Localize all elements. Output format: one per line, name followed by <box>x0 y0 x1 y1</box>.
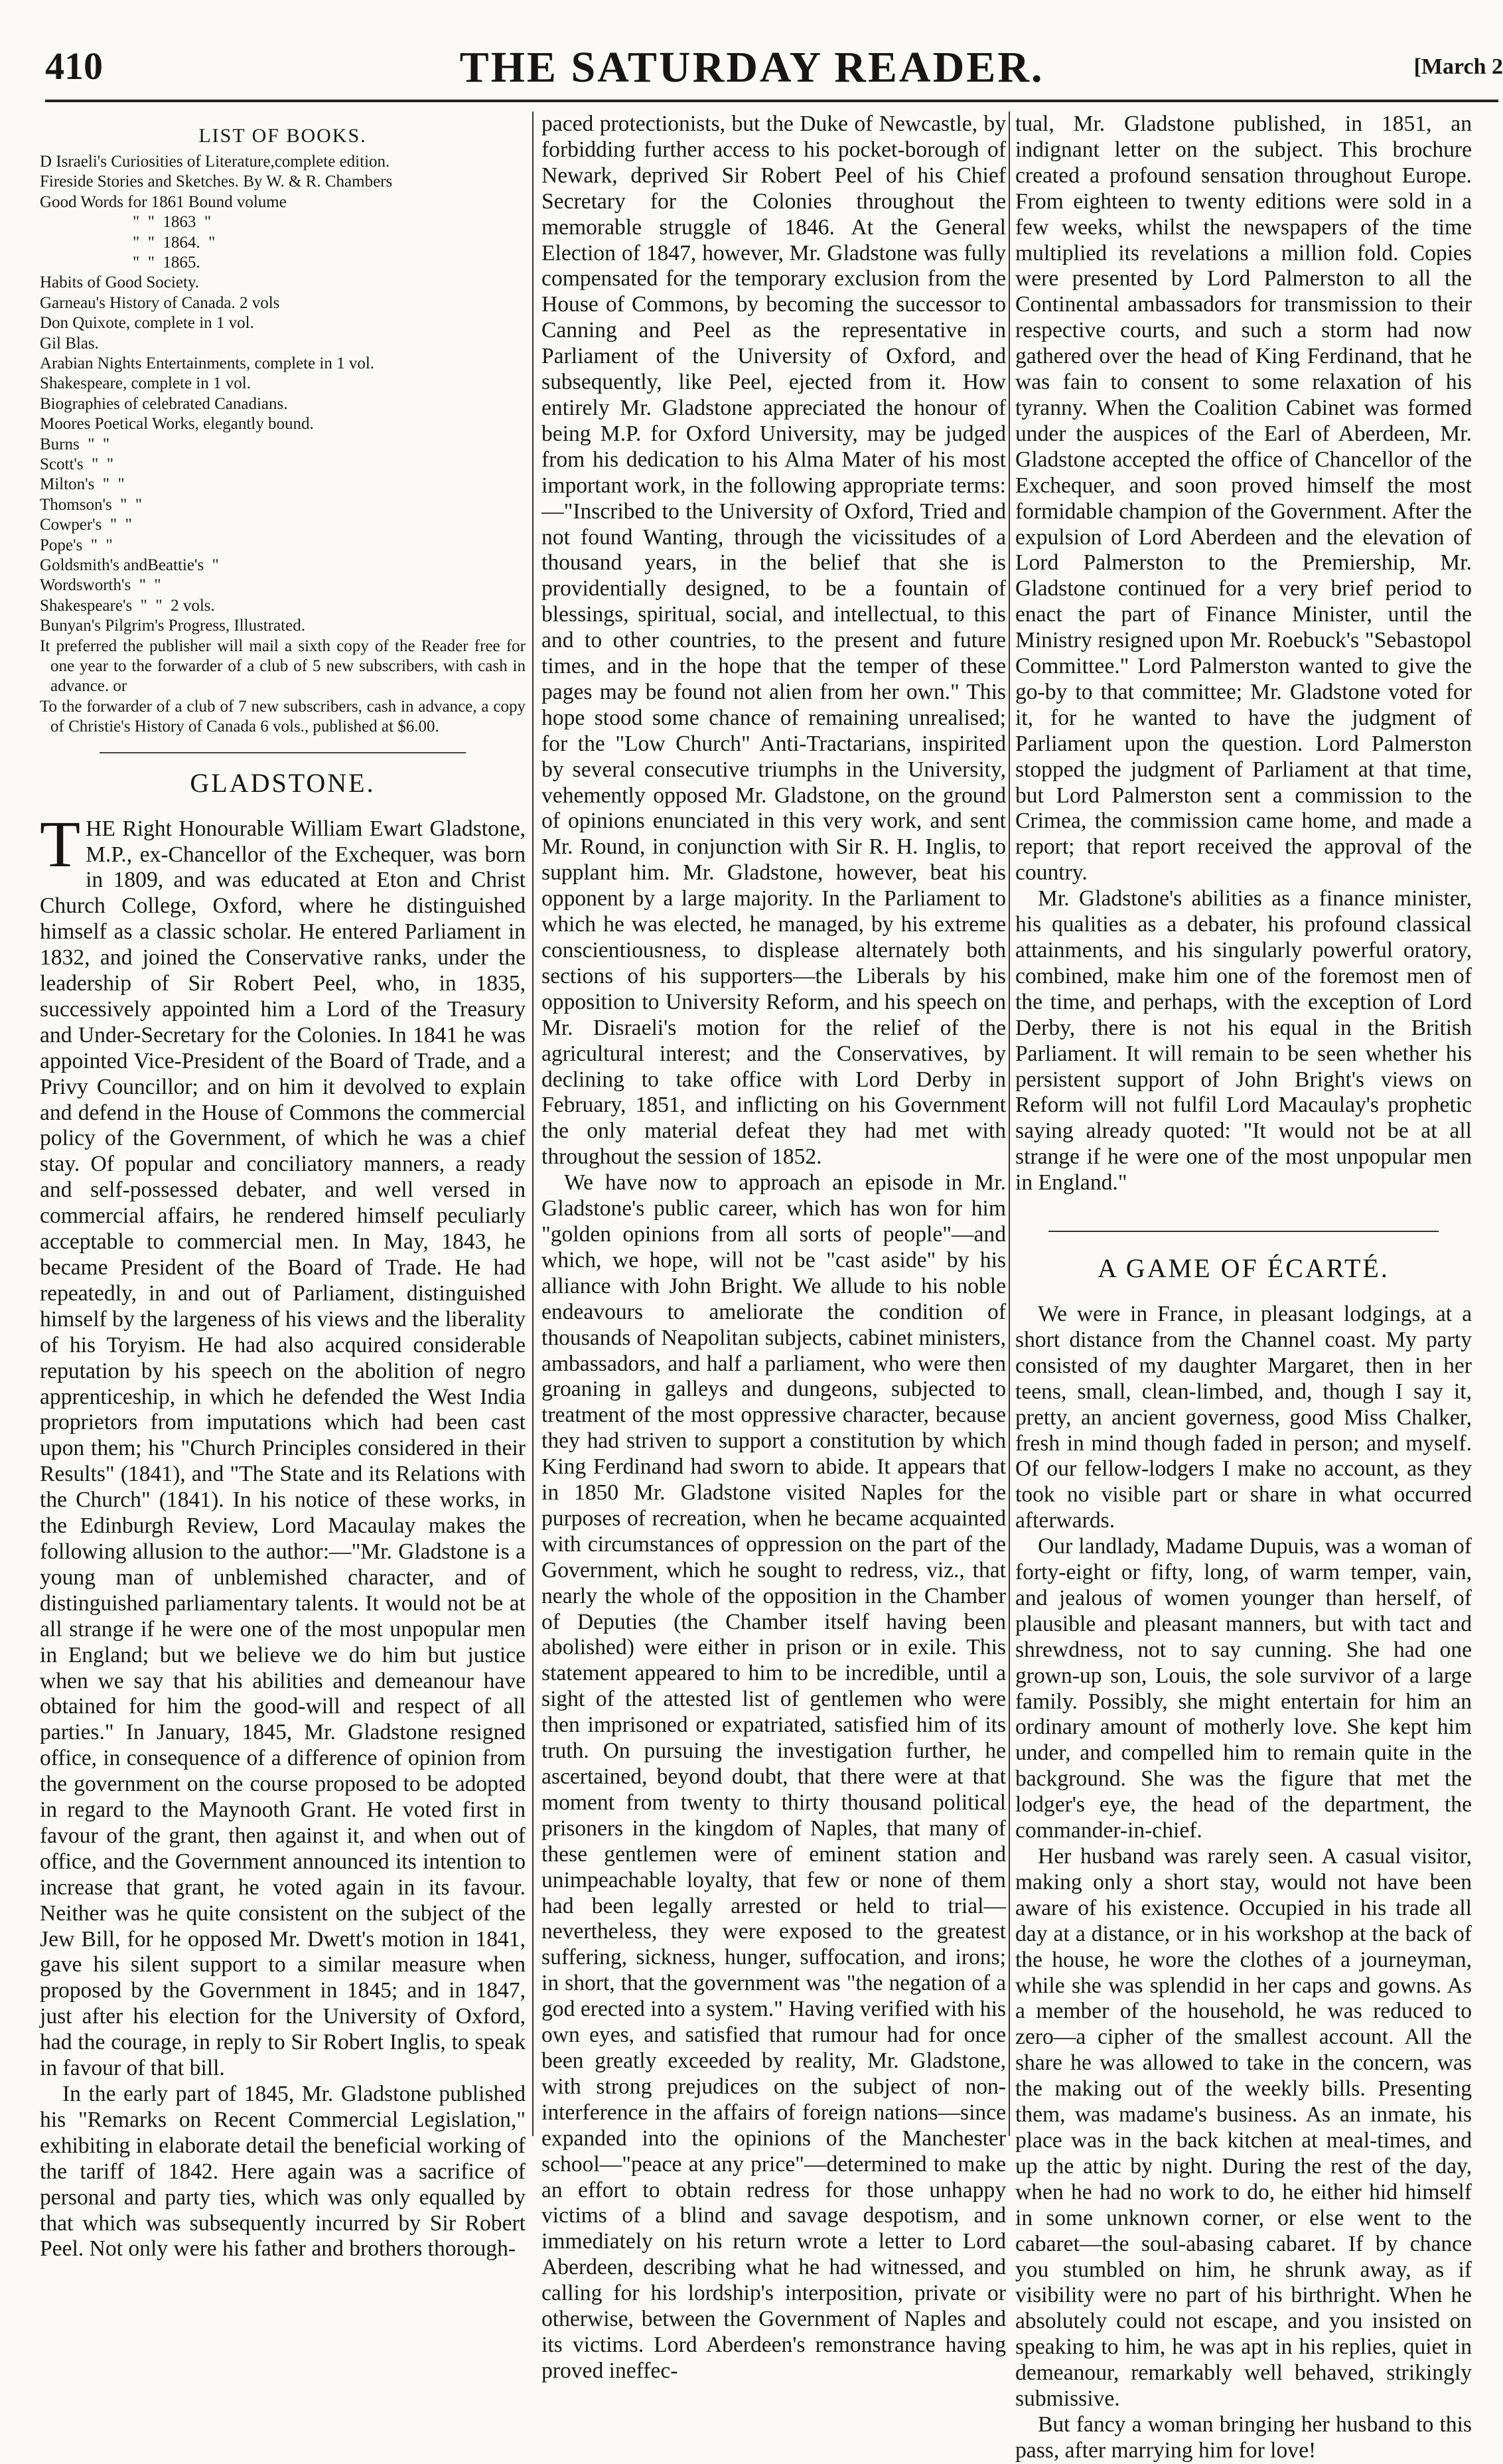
book-item: Goldsmith's andBeattie's " <box>40 556 219 575</box>
book-list <box>40 152 526 737</box>
book-item: " " 1863 " <box>133 213 212 232</box>
article-paragraph: Mr. Gladstone's abilities as a finance minister, his qualities as a debater, his profound classical attainments, and his singularly powerful oratory, combined, make him one of the foremost men of the time, and perhaps, with the exception of Lord Derby, there is not his equal in the British Parliament. It will remain to be seen whether his persistent support of John Bright's views on Reform will not fulfil Lord Macaulay's prophetic saying already quoted: "It would not be at all strange if he were one of the most unpopular men in England." <box>1015 886 1472 1195</box>
drop-cap: T <box>40 807 81 881</box>
article-title-ecarte: A GAME OF ÉCARTÉ. <box>1098 1253 1390 1284</box>
book-item: Thomson's " " <box>40 495 143 514</box>
column-2 <box>541 112 1006 2383</box>
book-item: Wordsworth's " " <box>40 576 161 595</box>
book-item: Moores Poetical Works, elegantly bound. <box>40 415 314 433</box>
masthead-title: THE SATURDAY READER. <box>459 43 1044 92</box>
column-rule <box>532 112 534 2136</box>
column-1 <box>40 112 526 2262</box>
book-list-title: LIST OF BOOKS. <box>198 125 367 147</box>
book-item: " " 1865. <box>133 253 200 271</box>
subscription-note: It preferred the publisher will mail a sixth copy of the Reader free for one year to the forwarder of a club of 5 new subscribers, with cash in advance. or <box>40 637 526 696</box>
article-paragraph: tual, Mr. Gladstone published, in 1851, an indignant letter on the subject. This brochure created a profound sensation throughout Europe. From eighteen to twenty editions were sold in a few weeks, whilst the newspapers of the time multiplied its revelations a million fold. Copies were presented by Lord Palmerston to all the Continental ambassadors for transmission to their respective courts, and such a storm had now gathered over the head of King Ferdinand, that he was fain to consent to some relaxation of his tyranny. When the Coalition Cabinet was formed under the auspices of the Earl of Aberdeen, Mr. Gladstone accepted the office of Chancellor of the Exchequer, and soon proved himself the most formidable champion of the Government. After the expulsion of Lord Aberdeen and the elevation of Lord Palmerston to the Premiership, Mr. Gladstone continued for a very brief period to enact the part of Finance Minister, until the Ministry resigned upon Mr. Roebuck's "Sebastopol Committee." Lord Palmerston wanted to give the go-by to that committee; Mr. Gladstone voted for it, for he wanted to have the judgment of Parliament upon the question. Lord Palmerston stopped the judgment of Parliament at that time, but Lord Palmerston sent a commission to the Crimea, the commission came home, and made a report; that report received the approval of the country. <box>1015 112 1472 886</box>
book-item: Habits of Good Society. <box>40 273 200 292</box>
article-paragraph: In the early part of 1845, Mr. Gladstone published his "Remarks on Recent Commercial Legislation," exhibiting in elaborate detail the beneficial working of the tariff of 1842. Here again was a sacrifice of personal and party ties, which was only equalled by that which was subsequently incurred by Sir Robert Peel. Not only were his father and brothers thorough- <box>40 2082 526 2262</box>
article-title-gladstone: GLADSTONE. <box>190 767 376 798</box>
book-item: Don Quixote, complete in 1 vol. <box>40 314 254 333</box>
article-paragraph: We were in France, in pleasant lodgings, at a short distance from the Channel coast. My party consisted of my daughter Margaret, then in her teens, small, clean-limbed, and, though I say it, pretty, an ancient governess, good Miss Chalker, fresh in mind though faded in person; and myself. Of our fellow-lodgers I make no account, as they took no visible part or share in what occurred afterwards. <box>1015 1301 1472 1533</box>
section-rule <box>1048 1231 1439 1232</box>
book-item: " " 1864. " <box>133 233 216 252</box>
book-item: Arabian Nights Entertainments, complete in 1 vol. <box>40 354 375 372</box>
issue-date: [March 2 <box>1413 54 1503 79</box>
book-item: Bunyan's Pilgrim's Progress, Illustrated. <box>40 617 305 635</box>
column-rule <box>1009 112 1010 2136</box>
subscription-note: To the forwarder of a club of 7 new subscribers, cash in advance, a copy of Christie's History of Canada 6 vols., published at $6.00. <box>40 697 526 736</box>
article-paragraph <box>40 807 526 2082</box>
book-item: Shakespeare, complete in 1 vol. <box>40 374 251 393</box>
article-paragraph: But fancy a woman bringing her husband to this pass, after marrying him for love! <box>1015 2412 1472 2463</box>
book-item: Good Words for 1861 Bound volume <box>40 193 287 211</box>
book-item: Milton's " " <box>40 475 125 494</box>
book-item: Biographies of celebrated Canadians. <box>40 394 288 413</box>
article-paragraph: Our landlady, Madame Dupuis, was a woman of forty-eight or fifty, long, of warm temper, vain, and jealous of women younger than herself, of plausible and pleasant manners, but with tact and shrewdness, not to say cunning. She had one grown-up son, Louis, the sole survivor of a large family. Possibly, she might entertain for him an ordinary amount of motherly love. She kept him under, and compelled him to remain quite in the background. She was the figure that met the lodger's eye, the head of the department, the commander-in-chief. <box>1015 1534 1472 1843</box>
book-item: Pope's " " <box>40 536 113 554</box>
page-header <box>45 32 1503 92</box>
book-item: D Israeli's Curiosities of Literature,complete edition. <box>40 152 390 171</box>
page-number: 410 <box>45 44 103 88</box>
article-paragraph: We have now to approach an episode in Mr. Gladstone's public career, which has won for him "golden opinions from all sorts of people"—and which, we hope, will not be "cast aside" by his alliance with John Bright. We allude to his noble endeavours to ameliorate the condition of thousands of Neapolitan subjects, cabinet ministers, ambassadors, and half a parliament, who were then groaning in galleys and dungeons, subjected to treatment of the most oppressive character, because they had striven to support a constitution by which King Ferdinand had sworn to abide. It appears that in 1850 Mr. Gladstone visited Naples for the purposes of recreation, when he became acquainted with circumstances of oppression on the part of the Government, which he sought to redress, viz., that nearly the whole of the opposition in the Chamber of Deputies (the Chamber itself having been abolished) were either in prison or in exile. This statement appeared to him to be incredible, until a sight of the attested list of gentlemen who were then imprisoned or expatriated, satisfied him of its truth. On pursuing the investigation further, he ascertained, beyond doubt, that there were at that moment from twenty to thirty thousand political prisoners in the kingdom of Naples, that many of these gentlemen were of eminent station and unimpeachable loyalty, that few or none of them had been legally arrested or held to trial—nevertheless, they were exposed to the greatest suffering, sickness, hunger, suffocation, and irons; in short, that the government was "the negation of a god erected into a system." Having verified with his own eyes, and satisfied that rumour had for once been greatly exceeded by reality, Mr. Gladstone, with strong prejudices on the subject of non-interference in the affairs of foreign nations—since expanded into the opinions of the Manchester school—"peace at any price"—determined to make an effort to obtain redress for those unhappy victims of a blind and savage despotism, and immediately on his return wrote a letter to Lord Aberdeen, describing what he had witnessed, and calling for his lordship's interposition, private or otherwise, between the Government of Naples and its victims. Lord Aberdeen's remonstrance having proved ineffec- <box>541 1170 1006 2383</box>
paragraph-text: HE Right Honourable William Ewart Gladstone, M.P., ex-Chancellor of the Exchequer, was born in 1809, and was educated at Eton and Christ Church College, Oxford, where he distinguished himself as a classic scholar. He entered Parliament in 1832, and joined the Conservative ranks, under the leadership of Sir Robert Peel, who, in 1835, successively appointed him a Lord of the Treasury and Under-Secretary for the Colonies. In 1841 he was appointed Vice-President of the Board of Trade, and a Privy Councillor; and on him it devolved to explain and defend in the House of Commons the commercial policy of the Government, of which he was a chief stay. Of popular and conciliatory manners, a ready and self-possessed debater, and well versed in commercial affairs, he rendered himself peculiarly acceptable to commercial men. In May, 1843, he became President of the Board of Trade. He had repeatedly, in and out of Parliament, distinguished himself by the largeness of his views and the liberality of his Toryism. He had also acquired considerable reputation by his speech on the abolition of negro apprenticeship, in which he defended the West India proprietors from imputations which had been cast upon them; his "Church Principles considered in their Results" (1841), and "The State and its Relations with the Church" (1841). In his notice of these works, in the Edinburgh Review, Lord Macaulay makes the following allusion to the author:—"Mr. Gladstone is a young man of unblemished character, and of distinguished parliamentary talents. It would not be at all strange if he were one of the most unpopular men in England; but we believe we do him but justice when we say that his abilities and demeanour have obtained for him the good-will and respect of all parties." In January, 1845, Mr. Gladstone resigned office, in consequence of a difference of opinion from the government on the course proposed to be adopted in regard to the Maynooth Grant. He voted first in favour of the grant, then against it, and when out of office, and the Government announced its intention to increase that grant, he voted again in its favour. Neither was he quite consistent on the subject of the Jew Bill, for he opposed Mr. Dwett's motion in 1841, gave his silent support to a similar measure when proposed by the Government in 1845; and in 1847, just after his election for the University of Oxford, had the courage, in reply to Sir Robert Inglis, to speak in favour of that bill. <box>40 816 526 2081</box>
book-item: Burns " " <box>40 435 110 453</box>
book-item: Shakespeare's " " 2 vols. <box>40 596 215 615</box>
article-paragraph: Her husband was rarely seen. A casual visitor, making only a short stay, would not have been aware of his existence. Occupied in his trade all day at a distance, or in his workshop at the back of the house, he wore the clothes of a journeyman, while she was splendid in her caps and gowns. As a member of the household, he was reduced to zero—a cipher of the smallest account. All the share he was allowed to take in the concern, was the making out of the weekly bills. Presenting them, was madame's business. As an inmate, his place was in the back kitchen at meal-times, and up the attic by night. During the rest of the day, when he had no work to do, he either hid himself in some unknown corner, or else went to the cabaret—the soul-abasing cabaret. If by chance you stumbled on him, he shrunk away, as if visibility were no part of his birthright. When he absolutely could not escape, and you insisted on speaking to him, he was apt in his replies, quiet in demeanour, remarkably well behaved, strikingly submissive. <box>1015 1844 1472 2412</box>
book-item: Fireside Stories and Sketches. By W. & R. Chambers <box>40 173 393 191</box>
book-item: Garneau's History of Canada. 2 vols <box>40 293 280 312</box>
section-rule <box>100 752 466 753</box>
column-3 <box>1015 112 1472 2463</box>
header-rule <box>45 100 1498 102</box>
book-item: Scott's " " <box>40 455 114 473</box>
book-item: Gil Blas. <box>40 334 99 352</box>
book-item: Cowper's " " <box>40 516 132 534</box>
article-paragraph: paced protectionists, but the Duke of Newcastle, by forbidding further access to his pocket-borough of Newark, deprived Sir Robert Peel of his Chief Secretary for the Colonies throughout the memorable struggle of 1846. At the General Election of 1847, however, Mr. Gladstone was fully compensated for the temporary exclusion from the House of Commons, by becoming the successor to Canning and Peel as the representative in Parliament of the University of Oxford, and subsequently, like Peel, ejected from it. How entirely Mr. Gladstone appreciated the honour of being M.P. for Oxford University, may be judged from his dedication to his Alma Mater of his most important work, in the following appropriate terms:—"Inscribed to the University of Oxford, Tried and not found Wanting, through the vicissitudes of a thousand years, in the belief that she is providentially designed, to be a fountain of blessings, spiritual, social, and intellectual, to this and to other countries, to the present and future times, and in the hope that the temper of these pages may be found not alien from her own." This hope stood some chance of remaining unrealised; for the "Low Church" Anti-Tractarians, inspirited by several consecutive triumphs in the University, vehemently opposed Mr. Gladstone, on the ground of opinions enunciated in this very work, and sent Mr. Round, in conjunction with Sir R. H. Inglis, to supplant him. Mr. Gladstone, however, beat his opponent by a large majority. In the Parliament to which he was elected, he managed, by his extreme conscientiousness, to displease alternately both sections of his supporters—the Liberals by his opposition to University Reform, and his speech on Mr. Disraeli's motion for the relief of the agricultural interest; and the Conservatives, by declining to take office with Lord Derby in February, 1851, and inflicting on his Government the only material defeat they had met with throughout the session of 1852. <box>541 112 1006 1170</box>
